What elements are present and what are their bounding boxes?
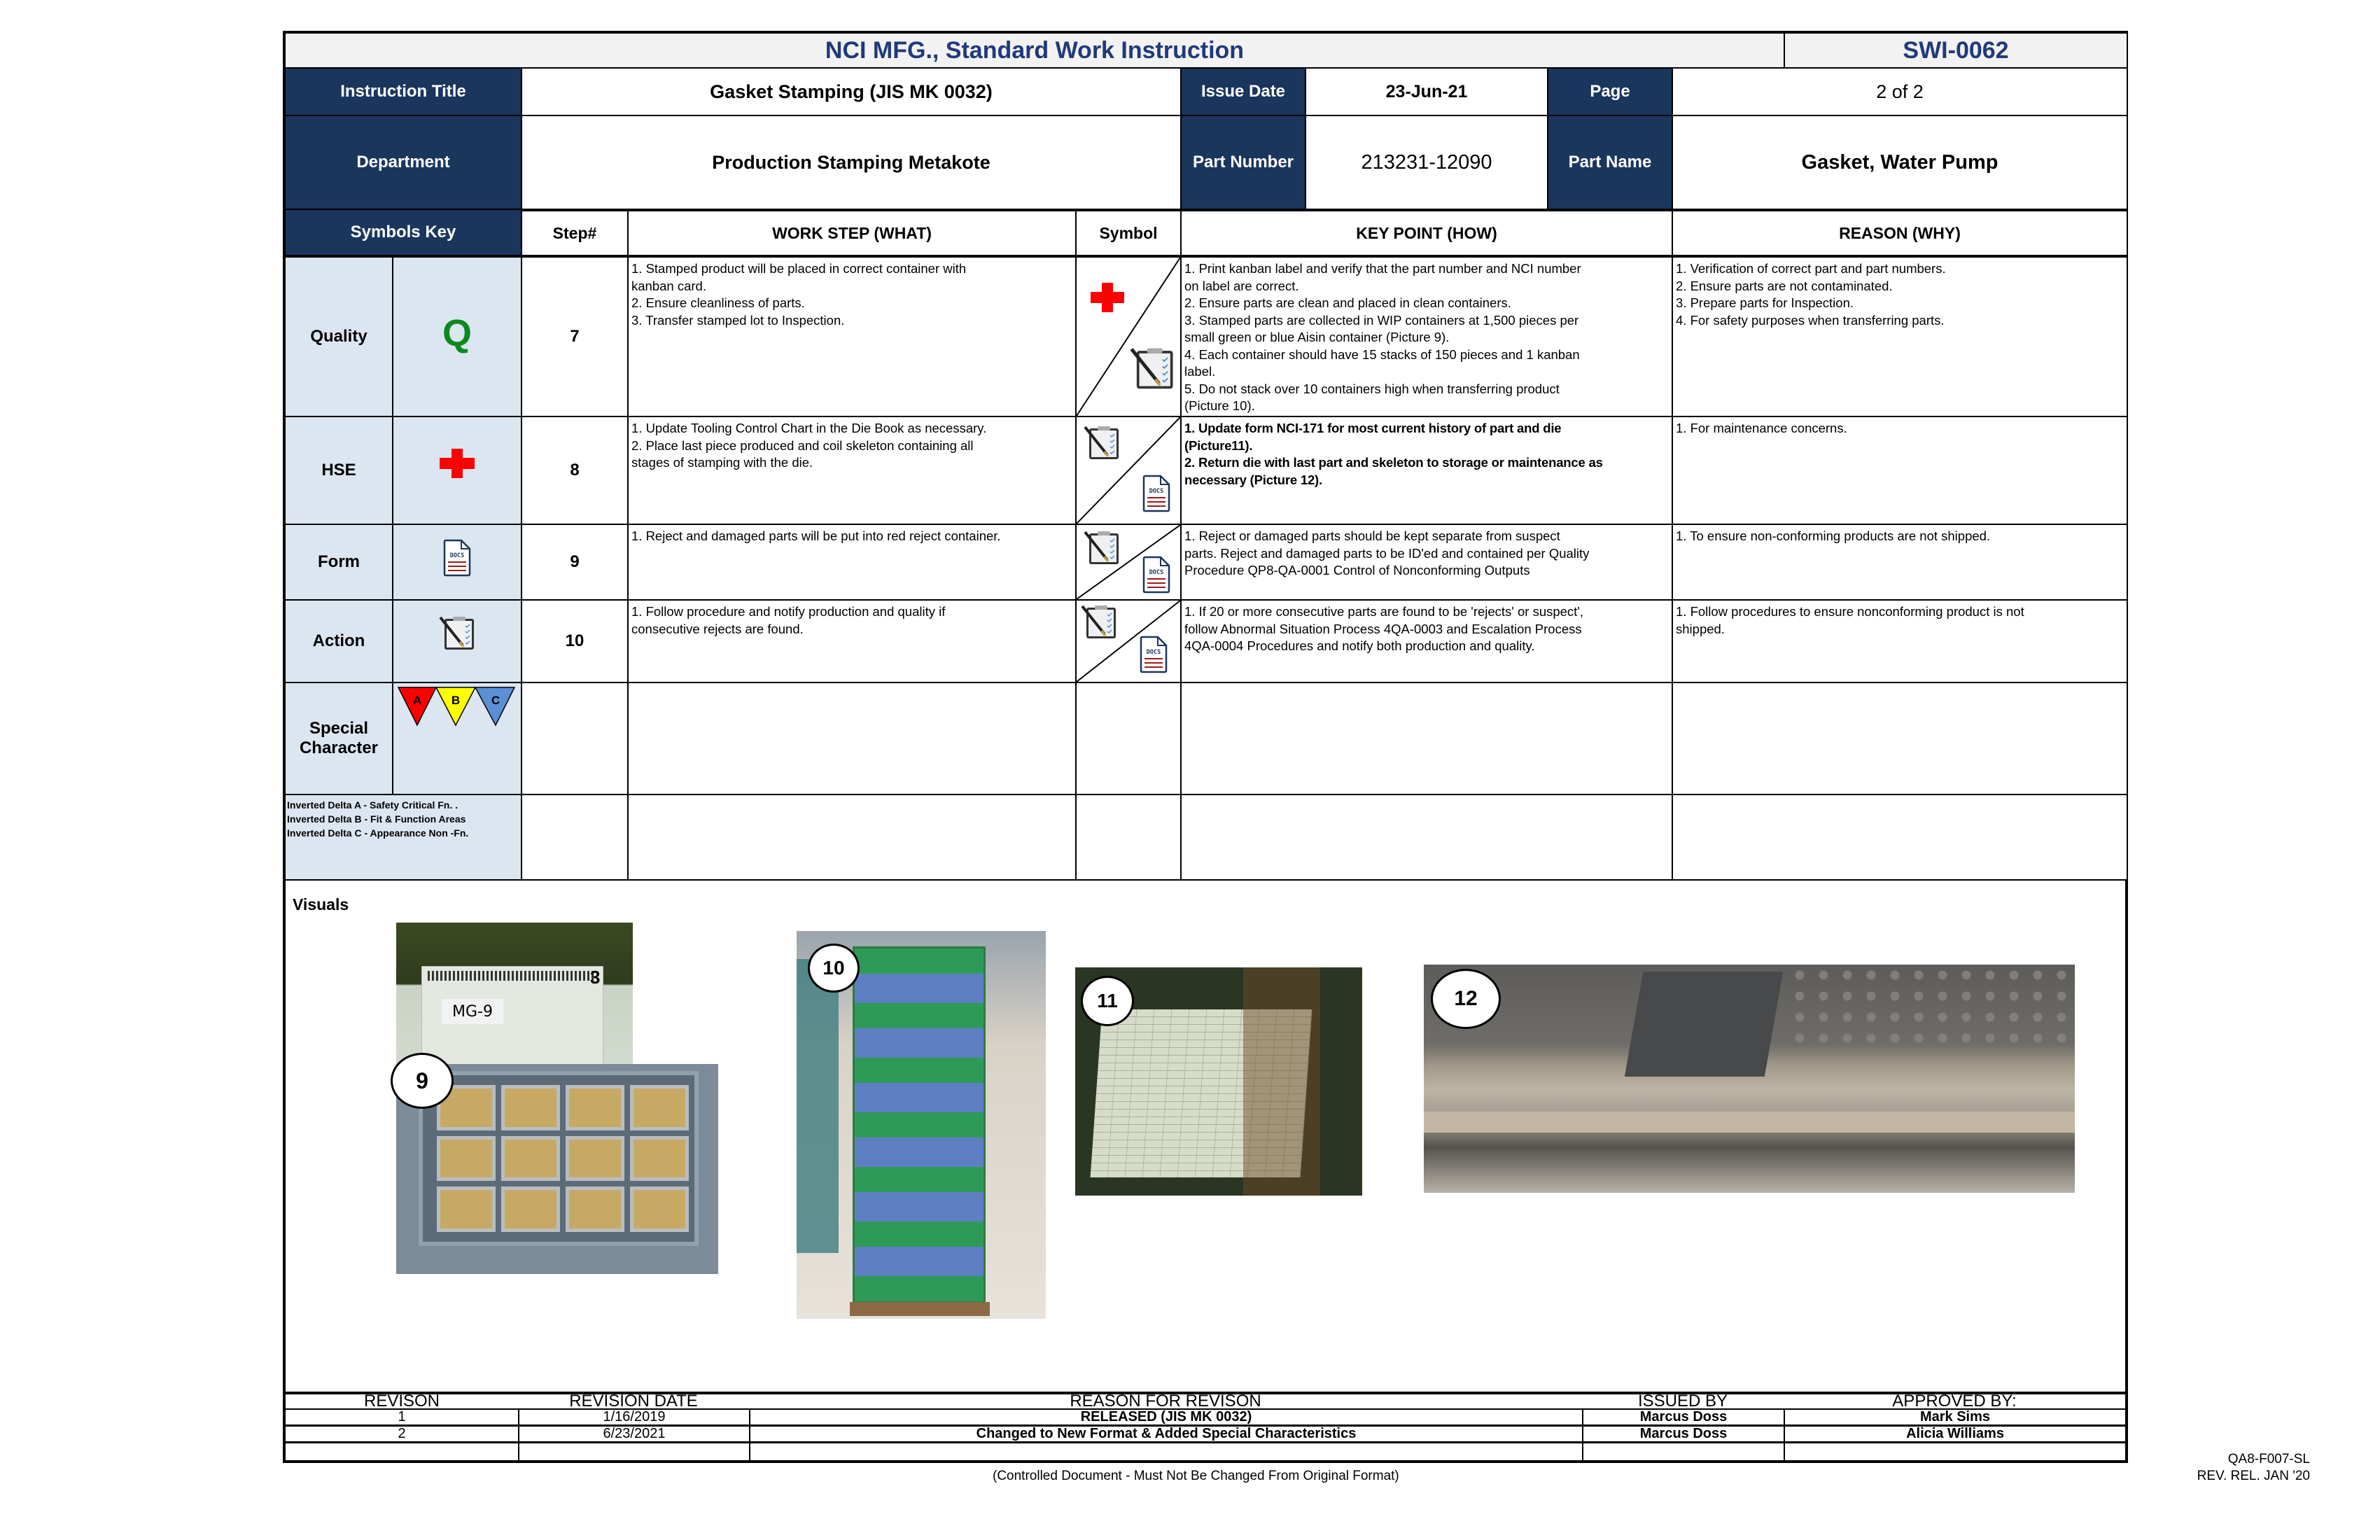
label-text: Page <box>1590 82 1630 101</box>
symbol-key-special-icon-cell <box>392 682 522 795</box>
empty-reason-cell <box>1672 682 2128 795</box>
red-cross-icon <box>440 449 475 478</box>
header-text: ISSUED BY <box>1637 1392 1728 1410</box>
key-label-text: Character <box>299 738 379 757</box>
text-line: label. <box>1184 364 1216 379</box>
picture-10-badge <box>808 944 860 993</box>
die-plate <box>1625 972 1783 1077</box>
text-line: (Picture 10). <box>1184 398 1255 413</box>
text-line: kanban card. <box>631 278 706 293</box>
revision-number <box>286 1427 518 1441</box>
reason-9 <box>1672 524 2128 601</box>
revision-issued-by <box>1582 1427 1784 1441</box>
reason-column-header <box>1672 209 2128 258</box>
empty-symbol-cell <box>1075 682 1182 795</box>
cell-text: 2 <box>398 1426 406 1441</box>
revision-date <box>518 1443 749 1462</box>
picture-12-badge <box>1431 969 1501 1029</box>
cell-text: Changed to New Format & Added Special Characteristics <box>976 1426 1357 1441</box>
key-point-column-header <box>1180 209 1673 258</box>
key-point-9 <box>1180 524 1673 601</box>
label-text: Department <box>356 153 450 172</box>
red-cross-icon <box>1091 283 1124 312</box>
text-line: 2. Ensure parts are not contaminated. <box>1676 278 1893 293</box>
cell-text: Alicia Williams <box>1906 1426 2004 1441</box>
inverted-delta-abc-icon <box>397 686 517 728</box>
step-number-8 <box>521 416 629 525</box>
visuals-label: Visuals <box>293 895 349 913</box>
value-text: 213231-12090 <box>1361 150 1492 174</box>
gasket-grid <box>437 1085 689 1232</box>
step-number-7 <box>521 256 629 417</box>
value-text: Gasket, Water Pump <box>1801 150 1998 174</box>
diagonal-divider <box>1077 258 1180 416</box>
delta-c-letter: C <box>491 694 500 707</box>
text-line: 2. Place last piece produced and coil skeleton containing all <box>631 438 974 453</box>
symbol-cell-9 <box>1075 524 1182 601</box>
instruction-title-value <box>521 67 1182 116</box>
header-text: REASON FOR REVISON <box>1070 1392 1261 1410</box>
work-step-7 <box>627 256 1077 417</box>
cell-text: RELEASED (JIS MK 0032) <box>1080 1409 1252 1424</box>
text-line: follow Abnormal Situation Process 4QA-0003 and Escalation Process <box>1184 621 1582 636</box>
issued-by-header <box>1582 1394 1784 1408</box>
symbol-column-header <box>1075 209 1182 258</box>
label-text: Part Name <box>1568 153 1652 172</box>
revision-header <box>286 1394 518 1408</box>
document-title <box>284 32 1785 69</box>
approved-by-header <box>1784 1394 2125 1408</box>
text-line: 1. If 20 or more consecutive parts are found to be 'rejects' or suspect', <box>1184 604 1583 619</box>
value-text: 23-Jun-21 <box>1385 81 1468 102</box>
work-step-9 <box>627 524 1077 601</box>
work-step-10 <box>627 599 1077 683</box>
revision-approved-by <box>1784 1427 2125 1441</box>
text-line: 1. Reject or damaged parts should be kept separate from suspect <box>1184 528 1560 543</box>
badge-number: 12 <box>1454 987 1478 1010</box>
header-text: REASON (WHY) <box>1839 223 1961 242</box>
text-line: shipped. <box>1676 621 1725 636</box>
dolly <box>850 1302 990 1316</box>
text-line: necessary (Picture 12). <box>1184 472 1322 487</box>
barcode <box>428 971 596 981</box>
docs-form-icon <box>443 539 471 577</box>
text-line: 5. Do not stack over 10 containers high when transferring product <box>1184 381 1560 396</box>
revision-row <box>286 1410 2125 1427</box>
text-line: 3. Transfer stamped lot to Inspection. <box>631 312 845 328</box>
symbol-cell-10 <box>1075 599 1182 683</box>
department-label <box>284 115 522 210</box>
text-line: 1. Print kanban label and verify that the part number and NCI number <box>1184 261 1581 276</box>
page-value <box>1672 67 2128 116</box>
svg-text:DOCS: DOCS <box>1146 649 1161 656</box>
cell-text: Marcus Doss <box>1639 1426 1728 1441</box>
quality-q-icon: Q <box>442 312 472 354</box>
reason-8 <box>1672 416 2128 525</box>
empty-work-step-cell <box>627 794 1077 881</box>
header-text: REVISION DATE <box>569 1392 698 1410</box>
text-line: 1. For maintenance concerns. <box>1676 421 1847 435</box>
empty-work-step-cell <box>627 682 1077 795</box>
reason-10 <box>1672 599 2128 683</box>
revision-header-row <box>286 1392 2125 1410</box>
clipboard-checklist-icon <box>1084 426 1120 461</box>
stacked-containers <box>853 946 986 1303</box>
issue-date-label <box>1180 67 1306 116</box>
revision-approved-by <box>1784 1410 2125 1424</box>
text-line: 2. Ensure parts are clean and placed in clean containers. <box>1184 295 1511 310</box>
part-number-label <box>1180 115 1306 210</box>
docs-form-icon <box>1142 556 1170 594</box>
badge-number: 10 <box>822 957 845 979</box>
step-column-header <box>521 209 629 258</box>
text-line: 1. Verification of correct part and part numbers. <box>1676 261 1946 276</box>
cell-text: 1/16/2019 <box>603 1409 666 1424</box>
header-text: KEY POINT (HOW) <box>1356 223 1497 242</box>
revision-reason <box>749 1443 1582 1462</box>
label-text: Issue Date <box>1200 82 1286 101</box>
label-text: Part Number <box>1192 153 1294 172</box>
symbol-key-action-label <box>284 599 393 683</box>
work-step-8 <box>627 416 1077 525</box>
header-text: REVISON <box>363 1392 440 1410</box>
page-label <box>1547 67 1673 116</box>
text-line: (Picture11). <box>1184 438 1253 453</box>
work-instruction-sheet <box>283 31 2128 1463</box>
text-line: 1. Follow procedures to ensure nonconforming product is not <box>1676 604 2024 619</box>
key-label-text: Action <box>312 631 365 650</box>
svg-text:DOCS: DOCS <box>1149 488 1164 495</box>
picture-11-badge <box>1081 976 1134 1026</box>
empty-step-cell <box>521 794 629 881</box>
symbol-cell-7 <box>1075 256 1182 417</box>
cell-text: 1 <box>398 1409 406 1424</box>
text-line: 4. Each container should have 15 stacks of 150 pieces and 1 kanban <box>1184 346 1580 362</box>
value-text: 2 of 2 <box>1876 80 1924 102</box>
svg-text:DOCS: DOCS <box>1149 569 1164 576</box>
symbol-key-action-icon-cell <box>392 599 522 683</box>
step-number-10 <box>521 599 629 683</box>
symbol-cell-8 <box>1075 416 1182 525</box>
docs-form-icon <box>1142 475 1170 512</box>
revision-row-empty <box>286 1443 2125 1462</box>
header-text: Step# <box>552 223 597 242</box>
header-text: APPROVED BY: <box>1892 1392 2017 1410</box>
clipboard-checklist-icon <box>1084 531 1120 566</box>
step-number-text: 7 <box>570 327 580 346</box>
text-line: parts. Reject and damaged parts to be ID'ed and contained per Quality <box>1184 545 1590 561</box>
department-value <box>521 115 1182 210</box>
text-line: 4. For safety purposes when transferring parts. <box>1676 312 1945 328</box>
empty-key-point-cell <box>1180 794 1673 881</box>
header-text: WORK STEP (WHAT) <box>772 223 932 242</box>
document-number <box>1784 32 2128 69</box>
text-line: 1. Update Tooling Control Chart in the Die Book as necessary. <box>631 421 987 435</box>
step-number-text: 8 <box>570 461 580 479</box>
clipboard-checklist-icon <box>439 616 475 651</box>
text-line: 1. Update form NCI-171 for most current history of part and die <box>1184 421 1562 435</box>
die-rail <box>1424 1112 2075 1133</box>
coil-skeleton <box>1788 965 2075 1056</box>
revision-reason <box>749 1410 1582 1424</box>
text-line: 1. Stamped product will be placed in correct container with <box>631 261 967 276</box>
cell-text: Marcus Doss <box>1639 1409 1728 1424</box>
text-line: 2. Ensure cleanliness of parts. <box>631 295 805 310</box>
symbol-key-hse-label <box>284 416 393 525</box>
revision-date <box>518 1410 749 1424</box>
text-line: Procedure QP8-QA-0001 Control of Nonconforming Outputs <box>1184 563 1530 578</box>
value-text: Gasket Stamping (JIS MK 0032) <box>710 80 993 102</box>
clipboard-checklist-icon <box>1081 605 1117 640</box>
revision-row <box>286 1427 2125 1443</box>
controlled-document-note: (Controlled Document - Must Not Be Changed From Original Format) <box>993 1469 1399 1483</box>
symbol-key-form-label <box>284 524 393 601</box>
revision-issued-by <box>1582 1410 1784 1424</box>
empty-key-point-cell <box>1180 682 1673 795</box>
instruction-title-label <box>284 67 522 116</box>
badge-number: 11 <box>1097 990 1118 1011</box>
legend-delta-b: Inverted Delta B - Fit & Function Areas <box>287 813 466 825</box>
delta-a-letter: A <box>412 694 422 707</box>
key-point-7 <box>1180 256 1673 417</box>
card-label: MG-9 <box>442 999 503 1024</box>
cell-text: 6/23/2021 <box>603 1426 666 1441</box>
text-line: on label are correct. <box>1184 278 1299 293</box>
key-label-text: Special <box>309 719 369 738</box>
text-line: 3. Prepare parts for Inspection. <box>1676 295 1854 310</box>
key-point-8 <box>1180 416 1673 525</box>
step-number-text: 10 <box>565 631 584 650</box>
svg-text:DOCS: DOCS <box>449 552 465 559</box>
symbol-key-quality-label <box>284 256 393 417</box>
step-number-text: 9 <box>570 552 580 571</box>
revision-approved-by <box>1784 1443 2125 1462</box>
legend-delta-c: Inverted Delta C - Appearance Non -Fn. <box>287 827 469 839</box>
revision-date-header <box>518 1394 749 1408</box>
reason-7 <box>1672 256 2128 417</box>
key-label-text: HSE <box>321 461 356 479</box>
symbol-key-special-label <box>284 682 393 795</box>
reason-for-revision-header <box>749 1394 1582 1408</box>
symbol-key-form-icon-cell <box>392 524 522 601</box>
header-text: Symbols Key <box>350 223 456 241</box>
text-line: 1. Follow procedure and notify production and quality if <box>631 604 946 619</box>
badge-number: 9 <box>416 1068 428 1093</box>
symbol-key-quality-icon-cell <box>392 256 522 417</box>
revision-issued-by <box>1582 1443 1784 1462</box>
part-number-value <box>1305 115 1548 210</box>
revision-number <box>286 1443 518 1462</box>
revision-date <box>518 1427 749 1441</box>
container-body <box>419 1071 699 1246</box>
value-text: Production Stamping Metakote <box>712 151 990 173</box>
text-line: 1. Reject and damaged parts will be put into red reject container. <box>631 528 1001 543</box>
text-line: small green or blue Aisin container (Picture 9). <box>1184 330 1450 344</box>
symbols-key-header <box>284 209 522 258</box>
legend-delta-a: Inverted Delta A - Safety Critical Fn. . <box>287 799 458 811</box>
key-label-text: Quality <box>310 327 368 346</box>
label-text: Instruction Title <box>340 82 466 101</box>
text-line: 2. Return die with last part and skeleton to storage or maintenance as <box>1184 455 1603 470</box>
symbol-key-hse-icon-cell <box>392 416 522 525</box>
revision-number <box>286 1410 518 1424</box>
part-name-label <box>1547 115 1673 210</box>
text-line: 4QA-0004 Procedures and notify both production and quality. <box>1184 638 1535 653</box>
text-line: stages of stamping with the die. <box>631 455 813 470</box>
picture-9-badge <box>391 1053 454 1109</box>
key-point-10 <box>1180 599 1673 683</box>
work-step-column-header <box>627 209 1077 258</box>
text-line: consecutive rejects are found. <box>631 621 804 636</box>
revision-reason <box>749 1427 1582 1441</box>
picture-12-die <box>1424 965 2075 1193</box>
part-name-value <box>1672 115 2128 210</box>
empty-symbol-cell <box>1075 794 1182 881</box>
document-number-text: SWI-0062 <box>1903 36 2009 64</box>
empty-reason-cell <box>1672 794 2128 881</box>
docs-form-icon <box>1140 636 1168 673</box>
book-cover <box>1243 967 1320 1196</box>
key-label-text: Form <box>318 552 360 571</box>
rev-release: REV. REL. JAN '20 <box>2197 1469 2310 1483</box>
special-character-legend <box>284 794 522 881</box>
empty-step-cell <box>521 682 629 795</box>
clipboard-checklist-icon <box>1130 347 1175 391</box>
legend-lines <box>287 798 468 840</box>
form-code: QA8-F007-SL <box>2227 1452 2310 1466</box>
background-rack <box>797 959 839 1253</box>
step-number-9 <box>521 524 629 601</box>
card-number: 3 <box>590 967 601 988</box>
delta-b-letter: B <box>451 694 461 707</box>
issue-date-value <box>1305 67 1548 116</box>
text-line: 1. To ensure non-conforming products are not shipped. <box>1676 528 1991 543</box>
document-title-text: NCI MFG., Standard Work Instruction <box>825 36 1245 64</box>
header-text: Symbol <box>1099 223 1158 242</box>
cell-text: Mark Sims <box>1919 1409 1991 1424</box>
text-line: 3. Stamped parts are collected in WIP containers at 1,500 pieces per <box>1184 312 1579 328</box>
